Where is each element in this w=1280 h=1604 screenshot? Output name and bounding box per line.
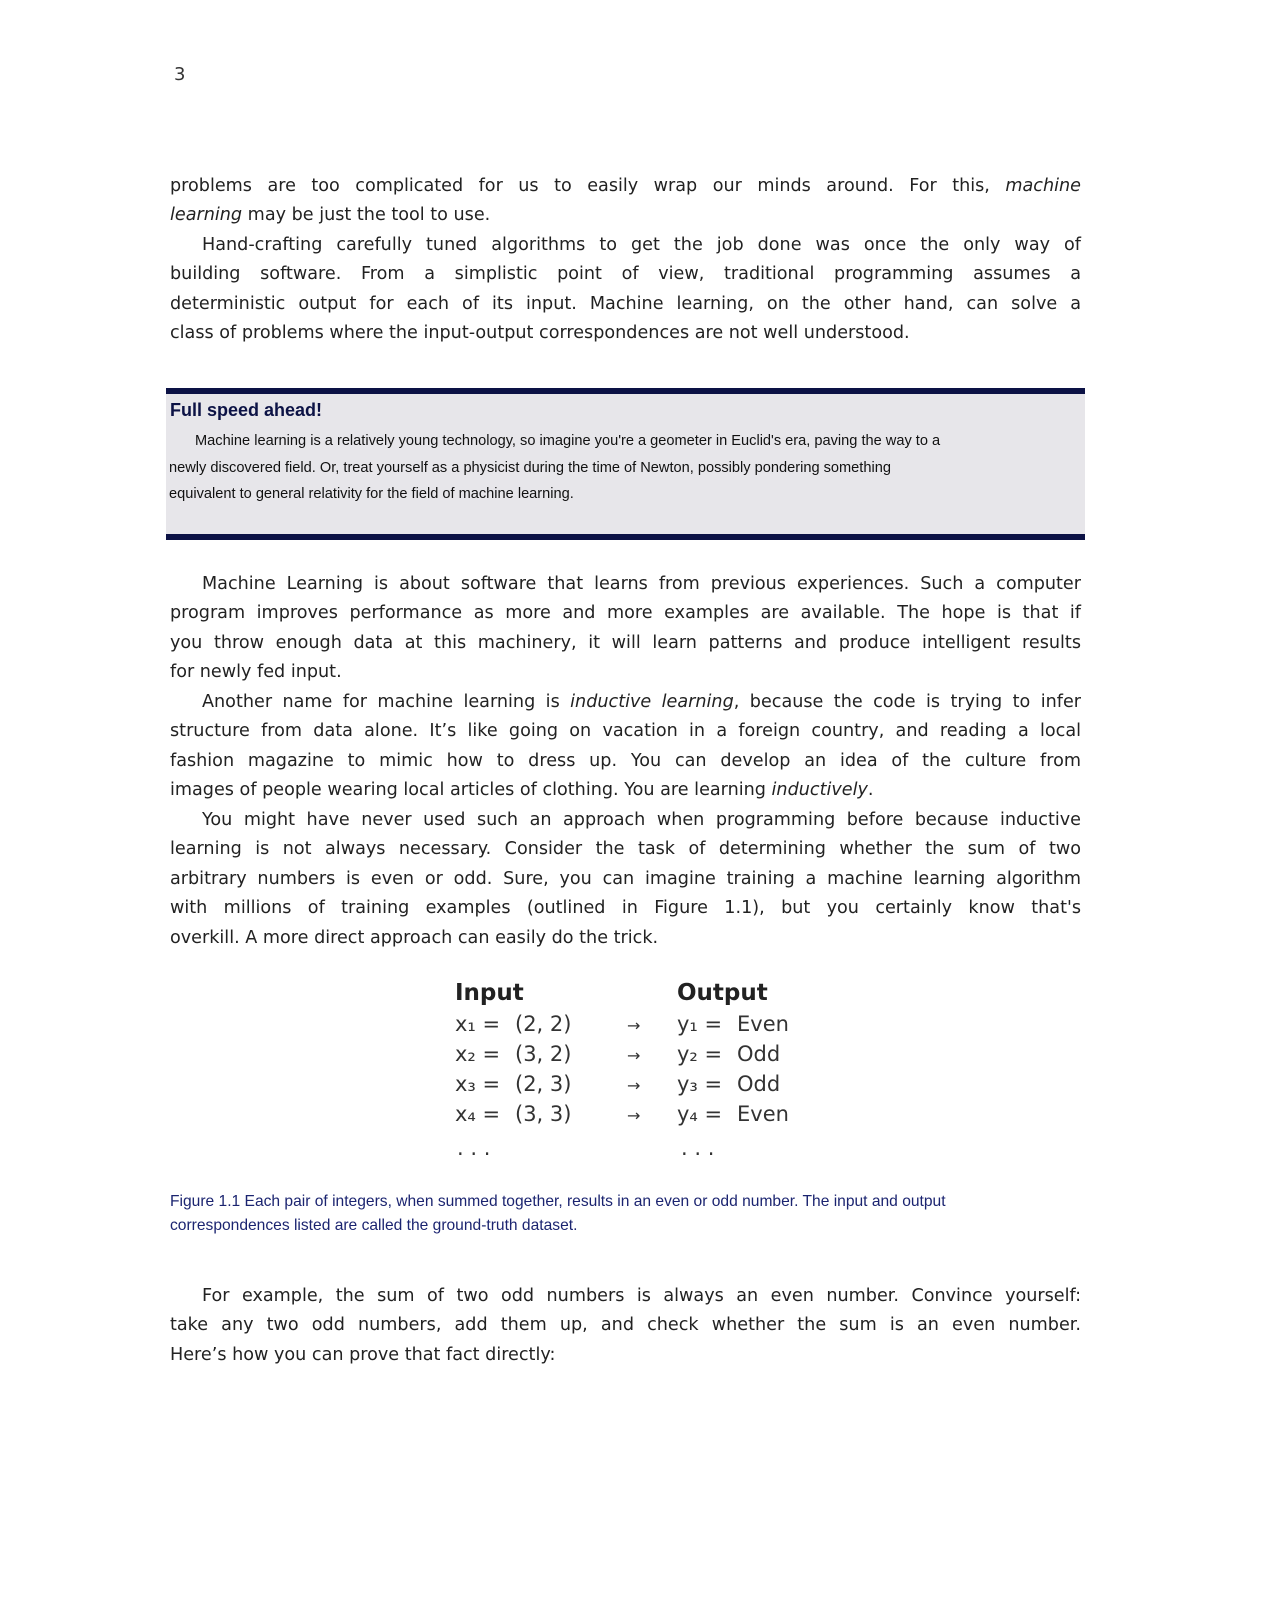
output-value: Odd [737, 1042, 781, 1066]
text-line [170, 201, 1081, 230]
text-run: learning is not always necessary. Consider the task of determining whether the sum of two [170, 839, 1081, 860]
callout-line: newly discovered field. Or, treat yourself as a physicist during the time of Newton, possibly pondering something [169, 459, 891, 476]
text-run: Another name for machine learning is [202, 692, 571, 712]
output-label: y₃ = [677, 1072, 723, 1096]
arrow-icon: → [627, 1106, 641, 1125]
text-line [170, 319, 1081, 348]
paragraph [170, 806, 1081, 953]
input-pair: (3, 2) [515, 1042, 572, 1066]
text-line [170, 290, 1081, 319]
paragraph [170, 172, 1081, 231]
text-run: for newly fed input. [170, 662, 342, 683]
text-line [170, 1282, 1081, 1311]
text-line [170, 658, 1081, 687]
text-line [170, 231, 1081, 260]
input-label: x₁ = [455, 1012, 501, 1036]
output-label: y₁ = [677, 1012, 723, 1036]
arrow-icon: → [627, 1016, 641, 1035]
paragraph [170, 688, 1081, 806]
text-run: may be just the tool to use. [242, 205, 491, 226]
figure-input-header: Input [455, 980, 524, 1006]
italic-text: learning [170, 205, 243, 226]
paragraph [170, 570, 1081, 688]
input-pair: (2, 3) [515, 1072, 572, 1096]
paragraph [170, 231, 1081, 349]
text-line [170, 570, 1081, 599]
text-run: You might have never used such an approach when programming before because inductive [202, 810, 1081, 830]
figure-output-header: Output [677, 980, 768, 1006]
text-line [170, 599, 1081, 628]
italic-text: inductive learning [570, 692, 734, 712]
caption-line: Figure 1.1 Each pair of integers, when summed together, results in an even or odd number. The input and output [170, 1193, 946, 1210]
text-run: structure from data alone. It’s like going on vacation in a foreign country, and reading a local [170, 721, 1081, 742]
output-value: Odd [737, 1072, 781, 1096]
figure-ellipsis-input: . . . [457, 1136, 491, 1160]
text-run: class of problems where the input-output correspondences are not well understood. [170, 323, 910, 344]
caption-line: correspondences listed are called the ground-truth dataset. [170, 1217, 578, 1234]
input-label: x₃ = [455, 1072, 501, 1096]
text-line [170, 865, 1081, 894]
arrow-icon: → [627, 1046, 641, 1065]
text-run: you throw enough data at this machinery, it will learn patterns and produce intelligent results [170, 632, 1081, 653]
text-line [170, 806, 1081, 835]
text-line [170, 172, 1081, 201]
figure-caption [170, 1190, 1090, 1238]
output-label: y₄ = [677, 1102, 723, 1126]
callout-title: Full speed ahead! [170, 400, 323, 420]
callout-box [166, 388, 1085, 540]
text-line [170, 747, 1081, 776]
text-run: images of people wearing local articles of clothing. You are learning [170, 780, 772, 801]
paragraph [170, 1282, 1081, 1370]
arrow-icon: → [627, 1076, 641, 1095]
text-line [170, 1311, 1081, 1340]
text-run: Here’s how you can prove that fact directly: [170, 1344, 556, 1365]
input-label: x₂ = [455, 1042, 501, 1066]
input-pair: (2, 2) [515, 1012, 572, 1036]
callout-line: Machine learning is a relatively young technology, so imagine you're a geometer in Euclid's era, paving the way to a [195, 433, 941, 449]
output-value: Even [737, 1102, 789, 1126]
page-number: 3 [174, 64, 186, 85]
text-run: overkill. A more direct approach can easily do the trick. [170, 927, 659, 948]
text-run: take any two odd numbers, add them up, and check whether the sum is an even number. [170, 1315, 1081, 1336]
text-run: . [867, 780, 874, 801]
text-run: program improves performance as more and more examples are available. The hope is that if [170, 603, 1081, 624]
text-run: deterministic output for each of its input. Machine learning, on the other hand, can solve a [170, 293, 1081, 314]
text-line [170, 924, 1081, 953]
text-run: Machine Learning is about software that learns from previous experiences. Such a computer [202, 574, 1081, 594]
input-label: x₄ = [455, 1102, 501, 1126]
input-pair: (3, 3) [515, 1102, 572, 1126]
text-line [170, 776, 1081, 805]
text-run: , because the code is trying to infer [733, 692, 1082, 712]
text-line [170, 835, 1081, 864]
text-run: problems are too complicated for us to easily wrap our minds around. For this, [170, 176, 1006, 196]
text-line [170, 688, 1081, 717]
text-line [170, 717, 1081, 746]
text-line [170, 894, 1081, 923]
text-run: For example, the sum of two odd numbers is always an even number. Convince yourself: [202, 1286, 1081, 1306]
output-value: Even [737, 1012, 789, 1036]
text-run: fashion magazine to mimic how to dress up. You can develop an idea of the culture from [170, 750, 1081, 771]
text-run: building software. From a simplistic point of view, traditional programming assumes a [170, 264, 1081, 285]
italic-text: machine [1005, 176, 1081, 196]
text-run: arbitrary numbers is even or odd. Sure, you can imagine training a machine learning algorithm [170, 868, 1081, 889]
text-line [170, 260, 1081, 289]
text-run: Hand-crafting carefully tuned algorithms to get the job done was once the only way of [202, 235, 1081, 255]
callout-body [169, 428, 1069, 508]
output-label: y₂ = [677, 1042, 723, 1066]
text-line [170, 629, 1081, 658]
italic-text: inductively [771, 780, 868, 801]
text-line [170, 1341, 1081, 1370]
callout-line: equivalent to general relativity for the field of machine learning. [169, 486, 574, 502]
figure-ellipsis-output: . . . [681, 1136, 715, 1160]
text-run: with millions of training examples (outlined in Figure 1.1), but you certainly know that's [170, 898, 1081, 919]
